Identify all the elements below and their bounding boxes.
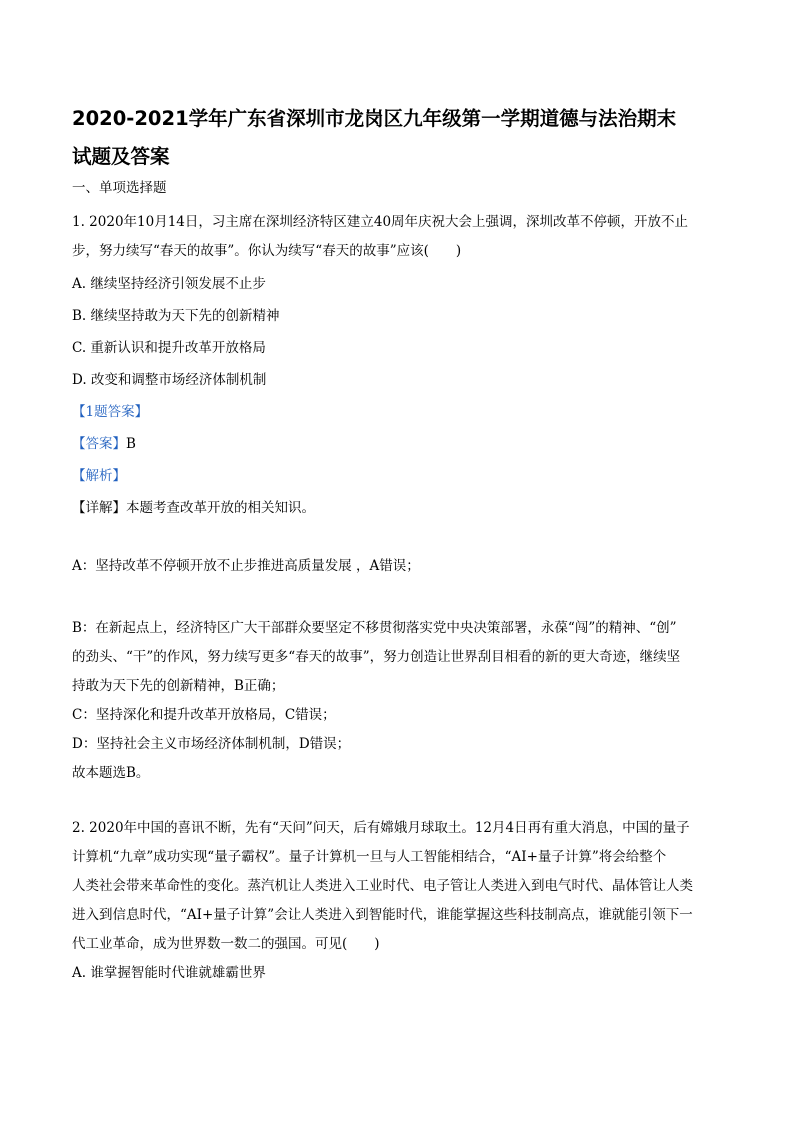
explanation-b-line-3: 持敢为天下先的创新精神，B正确； bbox=[72, 678, 285, 694]
question-1-option-c: C. 重新认识和提升改革开放格局 bbox=[72, 340, 266, 356]
question-1 bbox=[72, 208, 722, 788]
detail-text: 本题考查改革开放的相关知识。 bbox=[126, 500, 315, 516]
question-2-line-4: 进入到信息时代，“AI+量子计算”会让人类进入到智能时代，谁能掌握这些科技制高点，谁就能引领下一 bbox=[72, 907, 693, 923]
explanation-d: D：坚持社会主义市场经济体制机制，D错误； bbox=[72, 736, 351, 752]
conclusion: 故本题选B。 bbox=[72, 765, 150, 781]
document-page bbox=[72, 100, 722, 988]
question-2-line-2: 计算机“九章”成功实现“量子霸权”。量子计算机一旦与人工智能相结合，“AI+量子计算”将会给整个 bbox=[72, 849, 667, 865]
question-2-stem bbox=[72, 814, 722, 959]
answer-value: B bbox=[126, 436, 136, 452]
section-heading: 一、单项选择题 bbox=[72, 180, 167, 196]
question-2 bbox=[72, 814, 722, 988]
question-1-option-a: A. 继续坚持经济引领发展不止步 bbox=[72, 276, 266, 292]
explanation-c: C：坚持深化和提升改革开放格局，C错误； bbox=[72, 707, 336, 723]
question-2-line-1: 2. 2020年中国的喜讯不断，先有“天问”问天，后有嫦娥月球取土。12月4日再有重大消息，中国的量子 bbox=[72, 820, 690, 836]
question-1-option-d: D. 改变和调整市场经济体制机制 bbox=[72, 372, 267, 388]
question-1-stem-line-1: 1. 2020年10月14日，习主席在深圳经济特区建立40周年庆祝大会上强调，深圳改革不停顿，开放不止 bbox=[72, 214, 689, 230]
document-title bbox=[72, 100, 722, 176]
question-1-stem bbox=[72, 208, 722, 266]
explanation-a: A：坚持改革不停顿开放不止步推进高质量发展 ，A错误； bbox=[72, 558, 420, 574]
question-1-stem-line-2: 步，努力续写“春天的故事”。你认为续写“春天的故事”应该( ) bbox=[72, 243, 462, 259]
answer-label: 【答案】 bbox=[72, 436, 126, 452]
answer-line bbox=[72, 434, 722, 454]
detail-label: 【详解】 bbox=[72, 500, 126, 516]
question-2-line-3: 人类社会带来革命性的变化。蒸汽机让人类进入工业时代、电子管让人类进入到电气时代、晶体管让人类 bbox=[72, 878, 693, 894]
explanation-b-line-2: 的劲头、“干”的作风，努力续写更多“春天的故事”，努力创造让世界刮目相看的新的更大奇迹，继续坚 bbox=[72, 649, 681, 665]
question-2-option-a: A. 谁掌握智能时代谁就雄霸世界 bbox=[72, 965, 266, 981]
detail-line bbox=[72, 498, 722, 518]
analysis-tag: 【解析】 bbox=[72, 468, 126, 484]
title-line-2: 试题及答案 bbox=[72, 145, 170, 168]
explanation-b-line-1: B：在新起点上，经济特区广大干部群众要坚定不移贯彻落实党中央决策部署，永葆“闯”的精神、“创” bbox=[72, 620, 677, 636]
question-2-line-5: 代工业革命，成为世界数一数二的强国。可见( ) bbox=[72, 936, 380, 952]
question-1-option-b: B. 继续坚持敢为天下先的创新精神 bbox=[72, 308, 280, 324]
answer-section-tag: 【1题答案】 bbox=[72, 404, 149, 420]
title-line-1: 2020-2021学年广东省深圳市龙岗区九年级第一学期道德与法治期末 bbox=[72, 107, 677, 130]
explanation-b bbox=[72, 614, 722, 701]
